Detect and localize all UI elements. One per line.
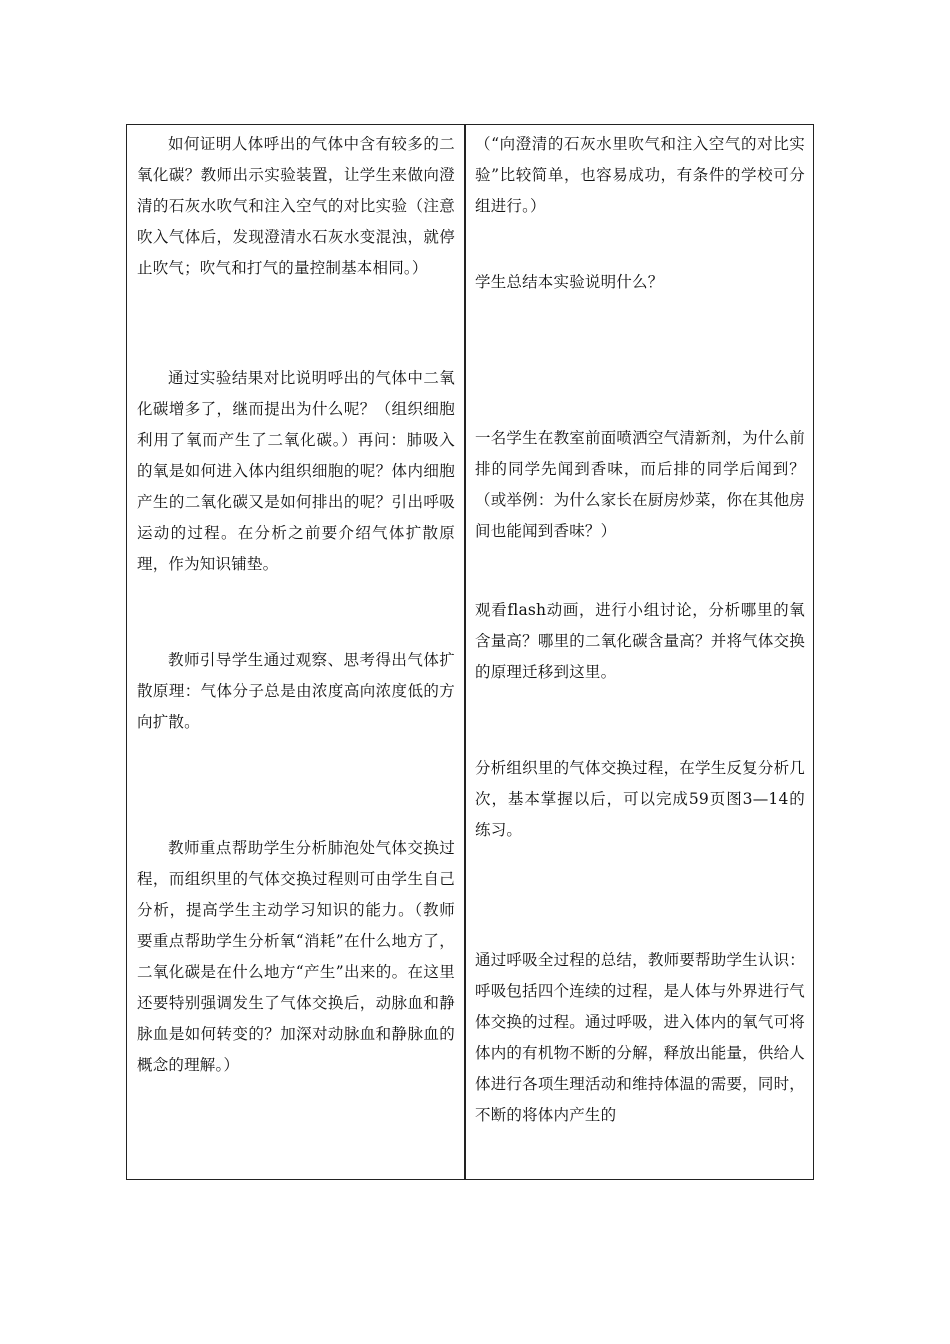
lesson-table <box>126 124 814 1180</box>
left-paragraph-2: 通过实验结果对比说明呼出的气体中二氧化碳增多了，继而提出为什么呢？（组织细胞利用了氧而产生了二氧化碳。）再问：肺吸入的氧是如何进入体内组织细胞的呢？体内细胞产生的二氧化碳又是如何排出的呢？引出呼吸运动的过程。在分析之前要介绍气体扩散原理，作为知识铺垫。 <box>137 369 455 573</box>
right-paragraph-6: 通过呼吸全过程的总结，教师要帮助学生认识：呼吸包括四个连续的过程，是人体与外界进行气体交换的过程。通过呼吸，进入体内的氧气可将体内的有机物不断的分解，释放出能量，供给人体进行各项生理活动和维持体温的需要，同时，不断的将体内产生的 <box>475 951 805 1124</box>
right-paragraph-2: 学生总结本实验说明什么？ <box>475 273 664 291</box>
left-paragraph-4: 教师重点帮助学生分析肺泡处气体交换过程，而组织里的气体交换过程则可由学生自己分析，提高学生主动学习知识的能力。（教师要重点帮助学生分析氧“消耗”在什么地方了，二氧化碳是在什么地方“产生”出来的。在这里还要特别强调发生了气体交换后，动脉血和静脉血是如何转变的？加深对动脉血和静脉血的概念的理解。） <box>137 839 455 1074</box>
right-paragraph-1: （“向澄清的石灰水里吹气和注入空气的对比实验”比较简单，也容易成功，有条件的学校可分组进行。） <box>475 135 805 215</box>
left-paragraph-1: 如何证明人体呼出的气体中含有较多的二氧化碳？教师出示实验装置，让学生来做向澄清的石灰水吹气和注入空气的对比实验（注意吹入气体后，发现澄清水石灰水变混浊，就停止吹气；吹气和打气的量控制基本相同。） <box>137 135 455 277</box>
right-paragraph-5: 分析组织里的气体交换过程，在学生反复分析几次，基本掌握以后，可以完成59页图3—14的练习。 <box>475 759 805 839</box>
right-paragraph-4: 观看flash动画，进行小组讨论，分析哪里的氧含量高？哪里的二氧化碳含量高？并将气体交换的原理迁移到这里。 <box>475 601 805 681</box>
column-divider <box>464 125 466 1179</box>
right-paragraph-3: 一名学生在教室前面喷洒空气清新剂，为什么前排的同学先闻到香味，而后排的同学后闻到？（或举例：为什么家长在厨房炒菜，你在其他房间也能闻到香味？） <box>475 429 805 540</box>
left-paragraph-3: 教师引导学生通过观察、思考得出气体扩散原理：气体分子总是由浓度高向浓度低的方向扩散。 <box>137 651 455 731</box>
